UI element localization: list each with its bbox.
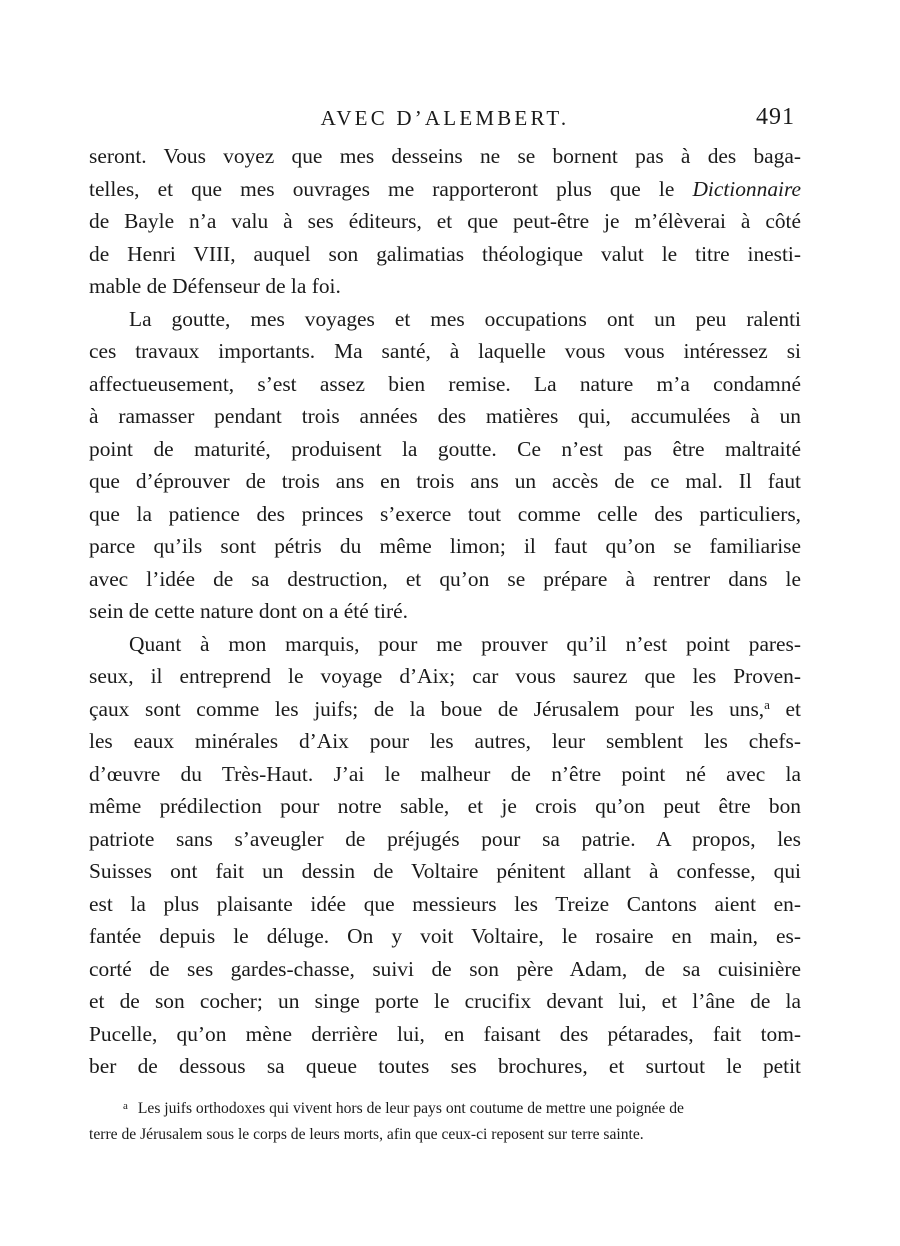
text-line: seront. Vous voyez que mes desseins ne se bornent pas à des baga-	[89, 144, 801, 168]
text-line: telles, et que mes ouvrages me rapporteront plus que le Dictionnaire	[89, 176, 801, 201]
text-line: çaux sont comme les juifs; de la boue de Jérusalem pour les uns,$^a$ et	[89, 696, 801, 721]
text-line: ber de dessous sa queue toutes ses brochures, et surtout le petit	[89, 1054, 801, 1078]
text-line: affectueusement, s’est assez bien remise. La nature m’a condamné	[89, 371, 801, 396]
text-line: patriote sans s’aveugler de préjugés pour sa patrie. A propos, les	[89, 826, 801, 851]
text-line: les eaux minérales d’Aix pour les autres, leur semblent les chefs-	[89, 729, 801, 753]
text-line: seux, il entreprend le voyage d’Aix; car vous saurez que les Proven-	[89, 664, 801, 688]
text-line: et de son cocher; un singe porte le crucifix devant lui, et l’âne de la	[89, 989, 801, 1013]
text-line: Pucelle, qu’on mène derrière lui, en faisant des pétarades, fait tom-	[89, 1021, 801, 1046]
footnote	[89, 1093, 801, 1148]
text-line: Quant à mon marquis, pour me prouver qu’il n’est point pares-	[129, 631, 801, 656]
text-line: sein de cette nature dont on a été tiré.	[89, 599, 408, 623]
text-line: avec l’idée de sa destruction, et qu’on se prépare à rentrer dans le	[89, 566, 801, 591]
footnote-line: terre de Jérusalem sous le corps de leurs morts, afin que ceux-ci reposent sur terre sainte.	[89, 1125, 644, 1143]
footnote-line: $^a$ Les juifs orthodoxes qui vivent hors de leur pays ont coutume de mettre une poignée de	[123, 1099, 684, 1117]
text-line: à ramasser pendant trois années des matières qui, accumulées à un	[89, 404, 801, 428]
footnote-reference: a	[764, 696, 770, 712]
text-line: parce qu’ils sont pétris du même limon; il faut qu’on se familiarise	[89, 534, 801, 558]
text-line: ces travaux importants. Ma santé, à laquelle vous vous intéressez si	[89, 339, 801, 363]
text-line: Suisses ont fait un dessin de Voltaire pénitent allant à confesse, qui	[89, 859, 801, 883]
body-text	[89, 140, 801, 1083]
text-line: fantée depuis le déluge. On y voit Voltaire, le rosaire en main, es-	[89, 924, 801, 948]
page-number: 491	[756, 104, 795, 130]
text-line: de Bayle n’a valu à ses éditeurs, et que peut-être je m’élèverai à côté	[89, 209, 801, 233]
text-line: corté de ses gardes-chasse, suivi de son père Adam, de sa cuisinière	[89, 956, 801, 981]
text-line: mable de Défenseur de la foi.	[89, 274, 341, 298]
footnote-marker: a	[123, 1099, 128, 1112]
text-line: La goutte, mes voyages et mes occupations ont un peu ralenti	[129, 306, 801, 331]
text-line: même prédilection pour notre sable, et je crois qu’on peut être bon	[89, 794, 801, 818]
text-line: est la plus plaisante idée que messieurs les Treize Cantons aient en-	[89, 891, 801, 916]
text-line: que d’éprouver de trois ans en trois ans un accès de ce mal. Il faut	[89, 469, 801, 493]
book-page	[89, 100, 801, 1148]
text-line: de Henri VIII, auquel son galimatias théologique valut le titre inesti-	[89, 241, 801, 266]
running-head	[89, 100, 801, 140]
italic-title: Dictionnaire	[692, 176, 801, 201]
text-line: d’œuvre du Très-Haut. J’ai le malheur de n’être point né avec la	[89, 761, 801, 786]
running-title: AVEC D’ALEMBERT.	[320, 106, 570, 130]
text-line: point de maturité, produisent la goutte. Ce n’est pas être maltraité	[89, 436, 801, 461]
text-line: que la patience des princes s’exerce tout comme celle des particuliers,	[89, 501, 801, 526]
